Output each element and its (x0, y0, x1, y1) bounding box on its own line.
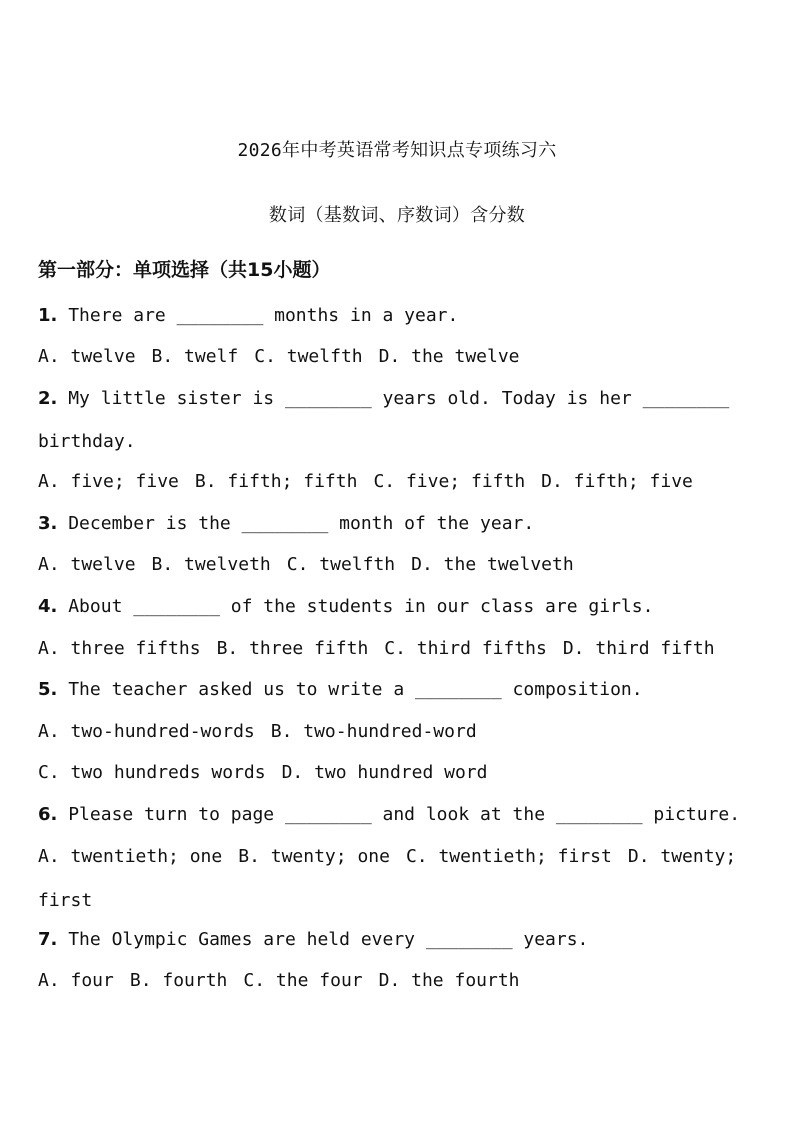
option-c: C. five; fifth (373, 471, 526, 492)
option-a: A. four (38, 970, 114, 991)
question-number: 6. (38, 804, 58, 825)
question-2-options (38, 471, 756, 492)
question-3 (38, 513, 756, 534)
option-b: B. twelveth (151, 554, 271, 575)
option-c: C. twentieth; first (405, 846, 612, 867)
option-b: B. two-hundred-word (270, 721, 477, 742)
document-subtitle: 数词（基数词、序数词）含分数 (268, 205, 526, 226)
question-number: 1. (38, 305, 58, 326)
option-a: A. twelve (38, 554, 136, 575)
question-4-options (38, 638, 756, 659)
question-1-options (38, 346, 756, 367)
question-text: About ________ of the students in our class are girls. (68, 596, 654, 617)
option-b: B. three fifth (216, 638, 369, 659)
question-text: Please turn to page ________ and look at the ________ picture. (68, 804, 741, 825)
question-5-options-row1 (38, 721, 756, 742)
question-3-options (38, 554, 756, 575)
question-text: December is the ________ month of the year. (68, 513, 535, 534)
question-4 (38, 596, 756, 617)
question-1 (38, 305, 756, 326)
option-c: C. twelfth (286, 554, 396, 575)
option-d: D. twenty; (627, 846, 737, 867)
question-5-options-row2 (38, 762, 756, 783)
question-number: 4. (38, 596, 58, 617)
option-d: D. the twelveth (411, 554, 574, 575)
option-a: A. two-hundred-words (38, 721, 255, 742)
option-b: B. twenty; one (238, 846, 390, 867)
option-c: C. the four (243, 970, 363, 991)
option-b: B. twelf (151, 346, 239, 367)
question-6 (38, 804, 756, 825)
option-a: A. three fifths (38, 638, 201, 659)
question-number: 7. (38, 929, 58, 950)
question-6-options (38, 846, 756, 867)
question-text: The teacher asked us to write a ________ composition. (68, 679, 643, 700)
option-b: B. fifth; fifth (194, 471, 358, 492)
question-text: The Olympic Games are held every ________ years. (68, 929, 589, 950)
question-text: My little sister is ________ years old. Today is her ________ (68, 388, 730, 409)
question-number: 3. (38, 513, 58, 534)
question-6-options-continuation: first (38, 890, 93, 911)
document-title: 2026年中考英语常考知识点专项练习六 (237, 140, 557, 161)
question-number: 5. (38, 679, 58, 700)
option-a: A. twelve (38, 346, 136, 367)
question-number: 2. (38, 388, 58, 409)
question-2 (38, 388, 756, 409)
question-5 (38, 679, 756, 700)
option-c: C. twelfth (254, 346, 363, 367)
option-a: A. twentieth; one (38, 846, 223, 867)
question-2-continuation: birthday. (38, 431, 136, 452)
option-d: D. the fourth (378, 970, 520, 991)
question-text: There are ________ months in a year. (68, 305, 459, 326)
option-a: A. five; five (38, 471, 179, 492)
option-d: D. two hundred word (281, 762, 488, 783)
option-c: C. two hundreds words (38, 762, 266, 783)
question-7 (38, 929, 756, 950)
option-c: C. third fifths (384, 638, 547, 659)
question-7-options (38, 970, 756, 991)
section-heading: 第一部分：单项选择（共15小题） (38, 259, 331, 281)
option-d: D. the twelve (378, 346, 520, 367)
option-d: D. fifth; five (541, 471, 693, 492)
option-d: D. third fifth (562, 638, 715, 659)
option-b: B. fourth (129, 970, 228, 991)
